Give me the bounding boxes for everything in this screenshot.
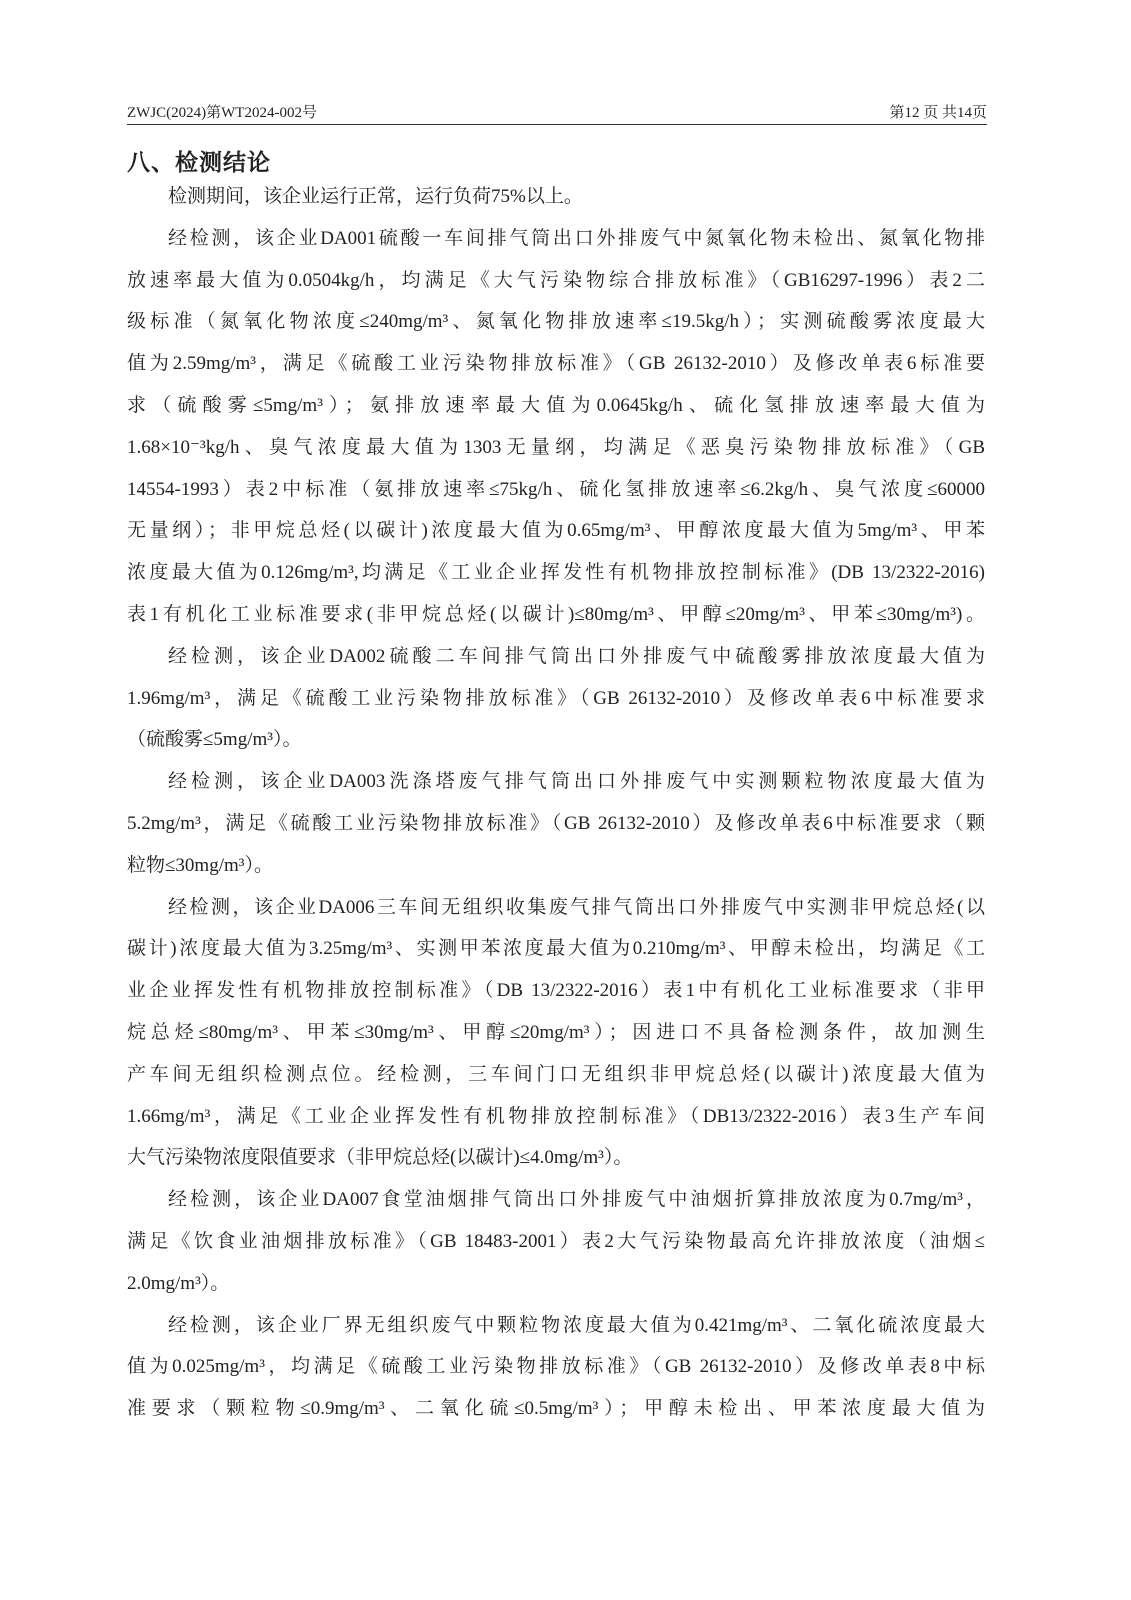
text-line: 1.96mg/m³，满足《硫酸工业污染物排放标准》（GB 26132-2010）及修改单表6中标准要求 xyxy=(127,687,985,709)
text-line: 1.66mg/m³，满足《工业企业挥发性有机物排放控制标准》（DB13/2322-2016）表3生产车间 xyxy=(127,1105,985,1127)
text-line: 1.68×10⁻³kg/h、臭气浓度最大值为1303无量纲，均满足《恶臭污染物排放标准》（GB xyxy=(127,436,985,458)
document-number: ZWJC(2024)第WT2024-002号 xyxy=(127,105,317,121)
text-line: 值为2.59mg/m³，满足《硫酸工业污染物排放标准》（GB 26132-2010）及修改单表6标准要 xyxy=(127,353,985,375)
text-line: 粒物≤30mg/m³）。 xyxy=(127,854,273,876)
text-line: 经检测，该企业DA007食堂油烟排气筒出口外排废气中油烟折算排放浓度为0.7mg/m³， xyxy=(168,1189,985,1211)
text-line: （硫酸雾≤5mg/m³）。 xyxy=(127,729,302,751)
text-line: 业企业挥发性有机物排放控制标准》（DB 13/2322-2016）表1中有机化工业标准要求（非甲 xyxy=(127,980,985,1002)
text-line: 经检测，该企业DA006三车间无组织收集废气排气筒出口外排废气中实测非甲烷总烃(以 xyxy=(168,896,985,918)
text-line: 烷总烃≤80mg/m³、甲苯≤30mg/m³、甲醇≤20mg/m³）；因进口不具备检测条件，故加测生 xyxy=(127,1022,985,1043)
text-line: 放速率最大值为0.0504kg/h，均满足《大气污染物综合排放标准》（GB16297-1996）表2二 xyxy=(127,269,985,291)
text-line: 无量纲）；非甲烷总烃(以碳计)浓度最大值为0.65mg/m³、甲醇浓度最大值为5mg/m³、甲苯 xyxy=(127,520,985,542)
text-line: 产车间无组织检测点位。经检测，三车间门口无组织非甲烷总烃(以碳计)浓度最大值为 xyxy=(127,1063,985,1085)
text-line: 5.2mg/m³，满足《硫酸工业污染物排放标准》（GB 26132-2010）及修改单表6中标准要求（颗 xyxy=(127,813,985,834)
text-line: 经检测，该企业厂界无组织废气中颗粒物浓度最大值为0.421mg/m³、二氧化硫浓度最大 xyxy=(168,1314,985,1336)
text-line: 14554-1993）表2中标准（氨排放速率≤75kg/h、硫化氢排放速率≤6.2kg/h、臭气浓度≤60000 xyxy=(127,478,985,500)
text-line: 准要求（颗粒物≤0.9mg/m³、二氧化硫≤0.5mg/m³）；甲醇未检出、甲苯浓度最大值为 xyxy=(127,1398,985,1420)
page-header xyxy=(127,102,987,125)
text-line: 大气污染物浓度限值要求（非甲烷总烃(以碳计)≤4.0mg/m³）。 xyxy=(127,1147,633,1169)
text-line: 经检测，该企业DA001硫酸一车间排气筒出口外排废气中氮氧化物未检出、氮氧化物排 xyxy=(168,227,985,249)
text-line: 满足《饮食业油烟排放标准》（GB 18483-2001）表2大气污染物最高允许排放浓度（油烟≤ xyxy=(127,1231,985,1252)
text-line: 经检测，该企业DA003洗涤塔废气排气筒出口外排废气中实测颗粒物浓度最大值为 xyxy=(168,771,985,793)
text-line: 经检测，该企业DA002硫酸二车间排气筒出口外排废气中硫酸雾排放浓度最大值为 xyxy=(168,645,985,667)
text-line: 检测期间，该企业运行正常，运行负荷75%以上。 xyxy=(168,186,583,207)
text-line: 表1有机化工业标准要求(非甲烷总烃(以碳计)≤80mg/m³、甲醇≤20mg/m³、甲苯≤30mg/m³)。 xyxy=(127,604,985,625)
text-line: 浓度最大值为0.126mg/m³,均满足《工业企业挥发性有机物排放控制标准》(DB 13/2322-2016) xyxy=(127,562,985,584)
text-line: 求（硫酸雾≤5mg/m³）；氨排放速率最大值为0.0645kg/h、硫化氢排放速率最大值为 xyxy=(127,395,985,416)
text-line: 2.0mg/m³）。 xyxy=(127,1272,230,1294)
text-line: 值为0.025mg/m³，均满足《硫酸工业污染物排放标准》（GB 26132-2010）及修改单表8中标 xyxy=(127,1356,985,1378)
page-number: 第12 页 共14页 xyxy=(889,105,987,121)
text-line: 碳计)浓度最大值为3.25mg/m³、实测甲苯浓度最大值为0.210mg/m³、甲醇未检出，均满足《工 xyxy=(127,938,985,960)
text-line: 级标准（氮氧化物浓度≤240mg/m³、氮氧化物排放速率≤19.5kg/h）；实测硫酸雾浓度最大 xyxy=(127,311,985,333)
section-title: 八、检测结论 xyxy=(127,150,271,176)
